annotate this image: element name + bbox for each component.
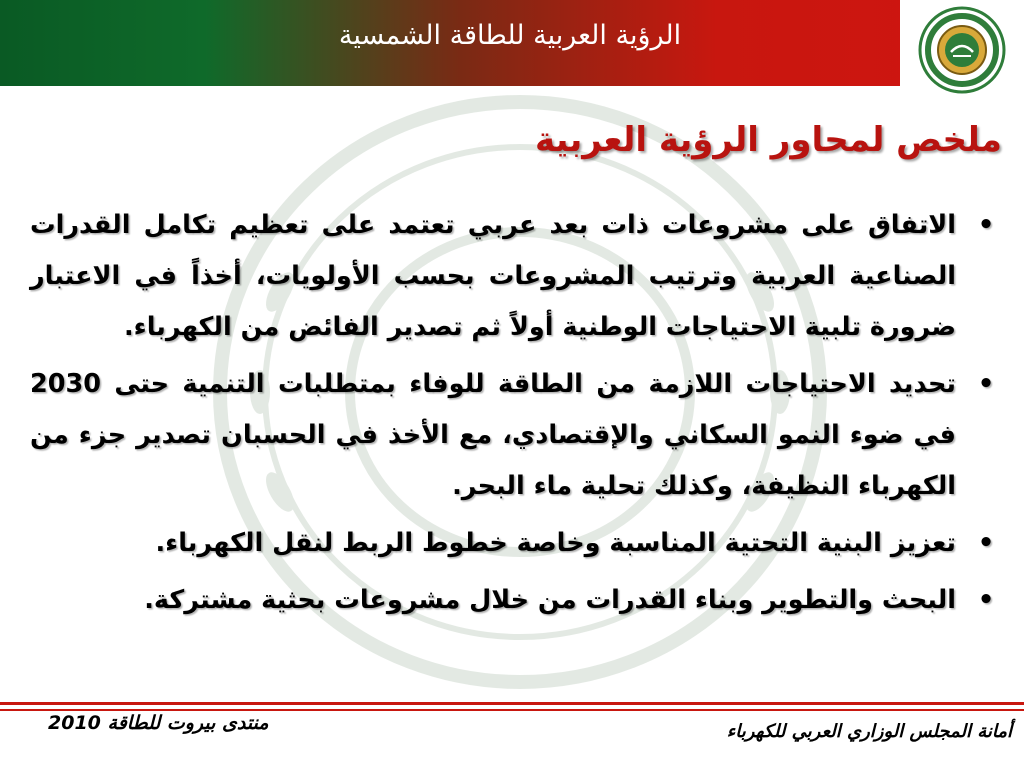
bullet-icon: • (977, 585, 995, 615)
slide-subtitle: ملخص لمحاور الرؤية العربية (535, 120, 1002, 160)
bullet-item (30, 575, 1000, 626)
bullet-item (30, 200, 1000, 353)
footer-organization-label: أمانة المجلس الوزاري العربي للكهرباء (726, 721, 1012, 742)
bullet-item (30, 359, 1000, 512)
bullet-text: الاتفاق على مشروعات ذات بعد عربي تعتمد على تعظيم تكامل القدرات الصناعية العربية وترتيب المشروعات بحسب الأولويات، أخذاً في الاعتبار ضرورة تلبية الاحتياجات الوطنية أولاً ثم تصدير الفائض من الكهرباء. (30, 210, 956, 342)
bullet-icon: • (977, 528, 995, 558)
footer-forum-label: منتدى بيروت للطاقة 2010 (48, 712, 269, 734)
header-banner (0, 0, 1024, 86)
footer-divider-thick (0, 702, 1024, 705)
arab-league-emblem-icon (918, 6, 1006, 94)
bullet-text: تحديد الاحتياجات اللازمة من الطاقة للوفاء بمتطلبات التنمية حتى 2030 في ضوء النمو السكاني والإقتصادي، مع الأخذ في الحسبان تصدير جزء من الكهرباء النظيفة، وكذلك تحلية ماء البحر. (30, 369, 956, 501)
bullet-list (30, 200, 1000, 632)
bullet-item (30, 518, 1000, 569)
bullet-icon: • (977, 210, 995, 240)
header-title: الرؤية العربية للطاقة الشمسية (338, 20, 682, 51)
bullet-icon: • (977, 369, 995, 399)
bullet-text: البحث والتطوير وبناء القدرات من خلال مشروعات بحثية مشتركة. (144, 585, 956, 615)
bullet-text: تعزيز البنية التحتية المناسبة وخاصة خطوط الربط لنقل الكهرباء. (155, 528, 956, 558)
logo-container (900, 0, 1024, 124)
footer-divider-thin (0, 709, 1024, 711)
